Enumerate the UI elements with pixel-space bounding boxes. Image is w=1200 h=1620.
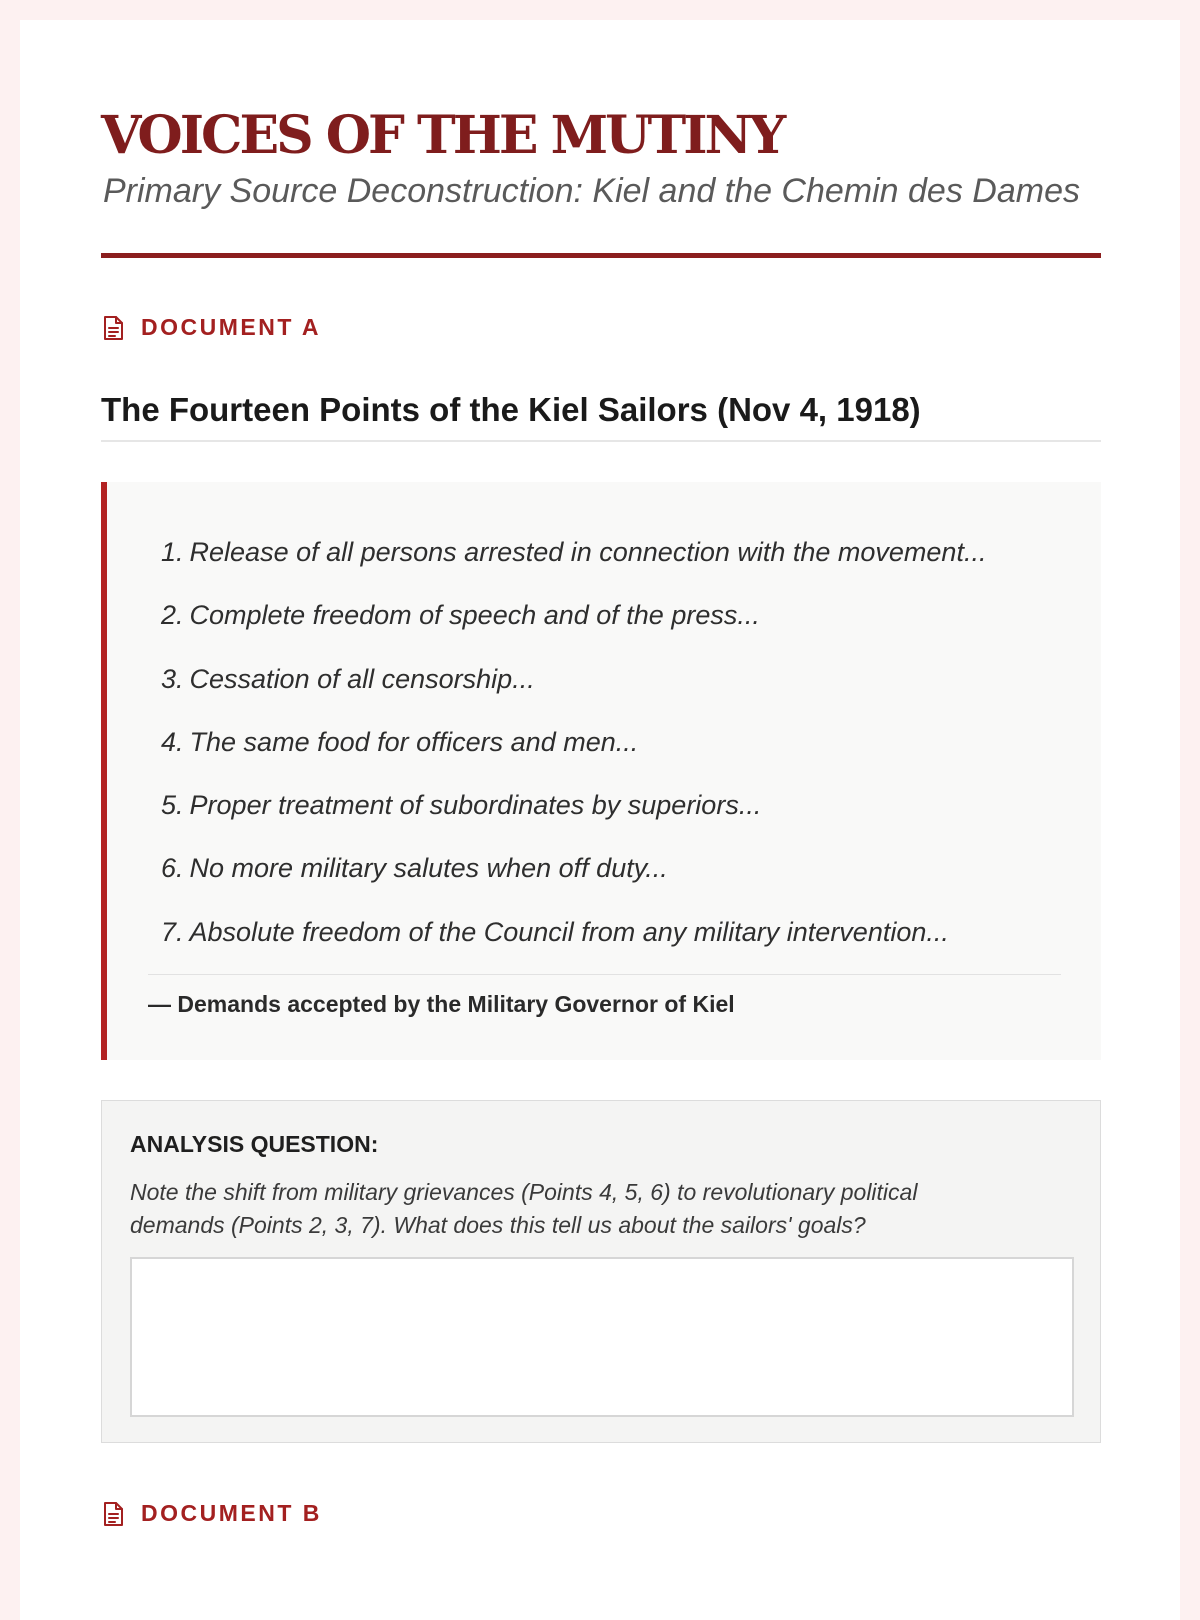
demand-text: Absolute freedom of the Council from any military intervention... <box>189 916 949 947</box>
demand-text: No more military salutes when off duty... <box>189 853 668 884</box>
demand-number: 2. <box>161 600 184 631</box>
quote-divider <box>148 974 1061 975</box>
analysis-question-box <box>101 1100 1101 1443</box>
document-a-label-text: DOCUMENT A <box>141 314 322 340</box>
demand-item <box>161 901 986 964</box>
analysis-question-label: ANALYSIS QUESTION: <box>130 1131 379 1157</box>
document-b-label <box>101 1500 322 1527</box>
demand-text: Cessation of all censorship... <box>189 663 535 694</box>
document-a-title: The Fourteen Points of the Kiel Sailors (Nov 4, 1918) <box>101 391 921 428</box>
demand-item <box>161 774 986 837</box>
demand-number: 1. <box>161 537 184 567</box>
demand-text: The same food for officers and men... <box>189 726 639 757</box>
demand-item <box>161 521 986 584</box>
demand-item <box>161 837 986 900</box>
demand-number: 6. <box>161 853 184 884</box>
demand-number: 5. <box>161 790 184 821</box>
primary-source-quote <box>101 482 1101 1060</box>
document-icon <box>101 315 125 341</box>
demands-list <box>161 521 986 964</box>
document-a-label <box>101 314 321 341</box>
demand-item <box>161 711 986 774</box>
answer-textarea[interactable] <box>130 1257 1074 1417</box>
page <box>20 20 1180 1620</box>
analysis-question-text: Note the shift from military grievances (Points 4, 5, 6) to revolutionary political demands (Points 2, 3, 7). What does this tell us about the sailors' goals? <box>130 1179 918 1238</box>
title-divider <box>101 253 1101 258</box>
demand-item <box>161 648 986 711</box>
demand-text: Complete freedom of speech and of the press... <box>189 600 760 631</box>
document-title-divider <box>101 440 1101 442</box>
page-subtitle: Primary Source Deconstruction: Kiel and the Chemin des Dames <box>103 172 1080 210</box>
demand-item <box>161 584 986 647</box>
demand-number: 3. <box>161 663 184 694</box>
demand-number: 7. <box>161 916 184 947</box>
demand-text: Proper treatment of subordinates by superiors... <box>189 790 762 821</box>
document-icon <box>101 1501 125 1527</box>
quote-attribution: — Demands accepted by the Military Governor of Kiel <box>148 991 735 1017</box>
page-title: VOICES OF THE MUTINY <box>101 105 784 166</box>
demand-text: Release of all persons arrested in connection with the movement... <box>189 537 987 567</box>
document-b-label-text: DOCUMENT B <box>141 1500 322 1526</box>
demand-number: 4. <box>161 726 184 757</box>
